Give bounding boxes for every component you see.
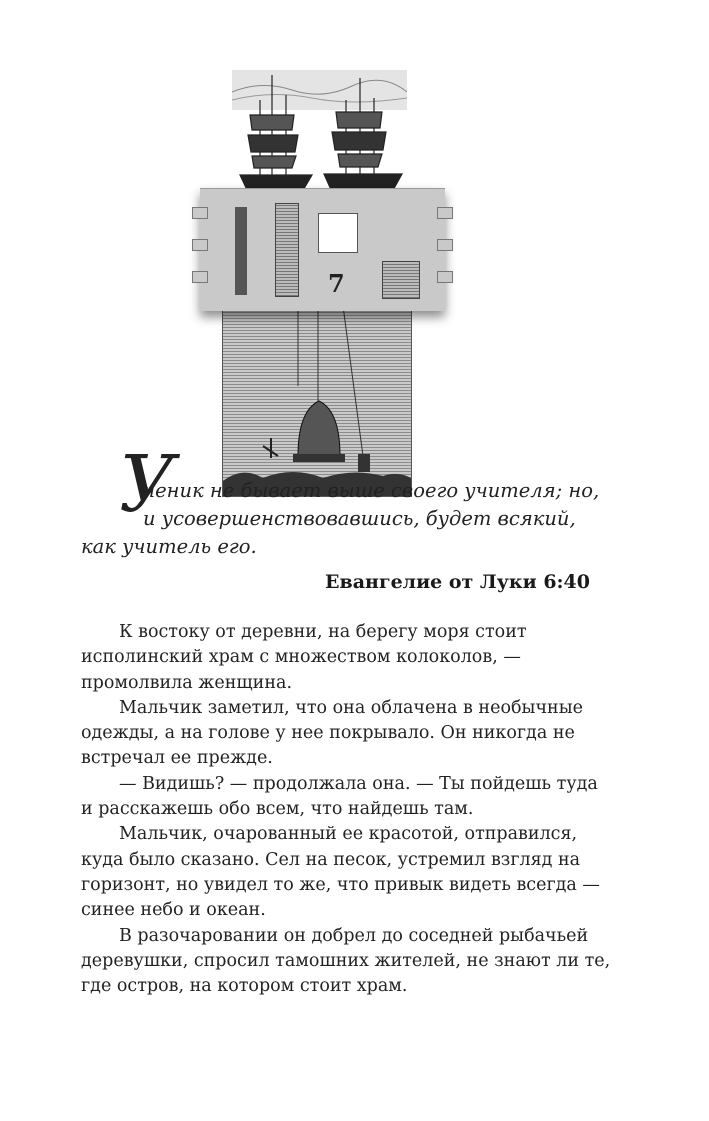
epigraph-line: как учитель его. (81, 535, 257, 558)
epigraph-line: и усовершенствовавшись, будет всякий, (143, 507, 576, 530)
banner-tab (437, 207, 453, 219)
chapter-illustration (190, 70, 455, 430)
banner-slot (275, 203, 299, 297)
paragraph (81, 620, 591, 696)
chapter-banner (200, 188, 445, 311)
banner-slot (235, 207, 247, 295)
text-line: Мальчик заметил, что она облачена в необычные (119, 697, 583, 718)
sailing-ships-engraving (232, 70, 407, 195)
paragraph (81, 772, 598, 823)
banner-tab (437, 271, 453, 283)
text-line: К востоку от деревни, на берегу моря стоит (119, 622, 527, 642)
epigraph-attribution: Евангелие от Луки 6:40 (325, 571, 590, 593)
banner-window (382, 261, 420, 299)
banner-tab (192, 207, 208, 219)
diving-bell-icon (223, 306, 411, 496)
text-line: деревушки, спросил тамошних жителей, не знают ли те, (81, 950, 611, 971)
text-line: встречал ее прежде. (81, 748, 273, 769)
chapter-number: 7 (328, 269, 345, 298)
text-line: промолвила женщина. (81, 672, 293, 693)
text-line: куда было сказано. Сел на песок, устремил взгляд на (81, 849, 581, 870)
text-line: исполинский храм с множеством колоколов, — (81, 647, 521, 668)
text-line: синее небо и океан. (81, 900, 266, 921)
banner-tab (437, 239, 453, 251)
diving-bell-engraving (222, 305, 412, 497)
paragraph (81, 696, 591, 772)
epigraph-line: ченик не бывает выше своего учителя; но, (143, 479, 600, 502)
banner-tab (192, 271, 208, 283)
text-line: горизонт, но увидел то же, что привык видеть всегда — (81, 874, 600, 895)
banner-tab (192, 239, 208, 251)
paragraph (81, 822, 600, 923)
paragraph (81, 924, 611, 1000)
epigraph-drop-cap: У (119, 440, 176, 530)
text-line: где остров, на котором стоит храм. (81, 976, 408, 997)
banner-window (318, 213, 358, 253)
text-line: и расскажешь обо всем, что найдешь там. (81, 799, 474, 820)
text-line: одежды, а на голове у нее покрывало. Он никогда не (81, 723, 575, 744)
text-line: — Видишь? — продолжала она. — Ты пойдешь туда (119, 773, 598, 794)
text-line: В разочаровании он добрел до соседней рыбачьей (119, 925, 589, 946)
text-line: Мальчик, очарованный ее красотой, отправился, (119, 824, 578, 845)
body-text (81, 620, 611, 999)
